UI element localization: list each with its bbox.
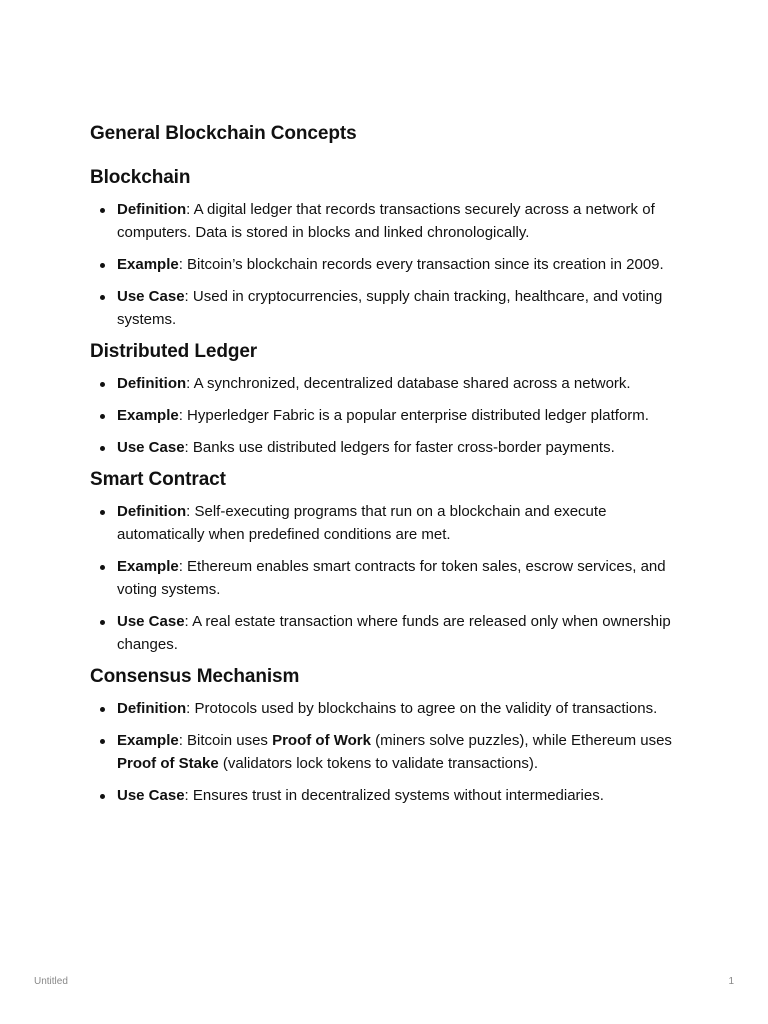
- item-text: Hyperledger Fabric is a popular enterprise distributed ledger platform.: [187, 407, 649, 424]
- bullet-list: [90, 500, 690, 656]
- list-item: [90, 697, 690, 720]
- item-separator: :: [184, 439, 193, 456]
- bullet-list: [90, 198, 690, 331]
- item-separator: :: [186, 503, 195, 520]
- item-term: Use Case: [117, 613, 185, 630]
- list-item: [90, 198, 690, 244]
- sections-container: [90, 166, 690, 807]
- item-term: Use Case: [117, 288, 185, 305]
- item-text: A synchronized, decentralized database shared across a network.: [193, 375, 631, 392]
- item-term: Example: [117, 732, 179, 749]
- item-separator: :: [186, 375, 194, 392]
- list-item: [90, 285, 690, 331]
- item-separator: :: [178, 256, 188, 273]
- footer-document-name: Untitled: [34, 976, 68, 987]
- list-item: [90, 404, 690, 427]
- item-separator: :: [178, 407, 188, 424]
- list-item: [90, 500, 690, 546]
- item-term: Example: [117, 256, 179, 273]
- section: [90, 166, 690, 331]
- section-heading: Distributed Ledger: [90, 341, 258, 362]
- item-term: Example: [117, 558, 179, 575]
- document-page: [90, 122, 690, 816]
- item-text: A real estate transaction where funds are released only when ownership changes.: [117, 613, 671, 653]
- item-term: Example: [117, 407, 179, 424]
- bullet-list: [90, 372, 690, 459]
- bullet-list: [90, 697, 690, 807]
- item-separator: :: [184, 613, 193, 630]
- item-separator: :: [178, 732, 188, 749]
- section-heading: Blockchain: [90, 167, 191, 188]
- item-text: A digital ledger that records transactions securely across a network of computers. Data is stored in blocks and linked chronologically.: [117, 201, 655, 241]
- list-item: [90, 372, 690, 395]
- section: [90, 665, 690, 807]
- item-text: (validators lock tokens to validate transactions).: [218, 755, 539, 772]
- section: [90, 340, 690, 459]
- item-separator: :: [186, 201, 194, 218]
- item-text: Protocols used by blockchains to agree on the validity of transactions.: [194, 700, 658, 717]
- item-emphasis: Proof of Stake: [117, 755, 219, 772]
- section: [90, 468, 690, 656]
- item-term: Definition: [117, 375, 187, 392]
- item-separator: :: [184, 787, 193, 804]
- list-item: [90, 729, 690, 775]
- item-emphasis: Proof of Work: [272, 732, 371, 749]
- item-separator: :: [178, 558, 188, 575]
- list-item: [90, 610, 690, 656]
- list-item: [90, 555, 690, 601]
- item-term: Use Case: [117, 439, 185, 456]
- item-text: Banks use distributed ledgers for faster cross-border payments.: [192, 439, 615, 456]
- item-separator: :: [186, 700, 195, 717]
- list-item: [90, 436, 690, 459]
- section-heading: Smart Contract: [90, 469, 226, 490]
- item-text: Bitcoin uses: [187, 732, 273, 749]
- section-heading: Consensus Mechanism: [90, 666, 300, 687]
- item-text: Self-executing programs that run on a blockchain and execute automatically when predefined conditions are met.: [117, 503, 607, 543]
- item-separator: :: [184, 288, 193, 305]
- list-item: [90, 784, 690, 807]
- item-text: Used in cryptocurrencies, supply chain tracking, healthcare, and voting systems.: [117, 288, 663, 328]
- item-term: Definition: [117, 700, 187, 717]
- item-text: Bitcoin’s blockchain records every transaction since its creation in 2009.: [187, 256, 664, 273]
- list-item: [90, 253, 690, 276]
- footer-page-number: 1: [728, 976, 734, 987]
- item-text: (miners solve puzzles), while Ethereum uses: [370, 732, 672, 749]
- item-text: Ethereum enables smart contracts for token sales, escrow services, and voting systems.: [117, 558, 666, 598]
- item-term: Definition: [117, 503, 187, 520]
- item-term: Use Case: [117, 787, 185, 804]
- item-term: Definition: [117, 201, 187, 218]
- item-text: Ensures trust in decentralized systems without intermediaries.: [192, 787, 604, 804]
- document-title: General Blockchain Concepts: [90, 123, 357, 144]
